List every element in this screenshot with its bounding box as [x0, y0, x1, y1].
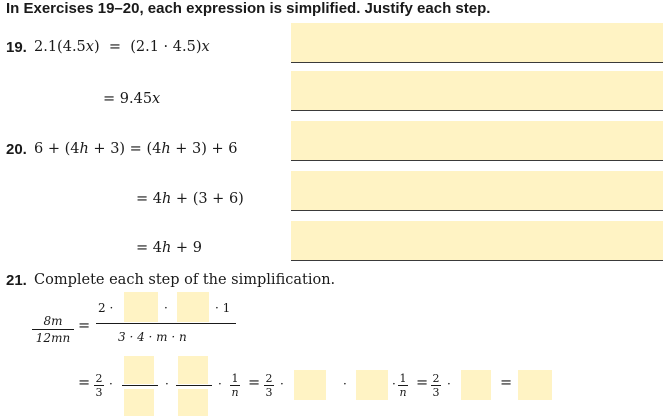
dot-7: · — [447, 377, 451, 391]
answer-box-19-step2[interactable] — [291, 71, 663, 111]
blank-box-5[interactable] — [461, 370, 491, 400]
big-fraction-bar — [96, 323, 236, 324]
big-fraction-top-dot: · — [164, 301, 168, 315]
answer-box-19-step1[interactable] — [291, 23, 663, 63]
blank-box-num-2[interactable] — [178, 356, 208, 384]
dot-1: · — [109, 377, 113, 391]
exercise-21-number: 21. — [6, 272, 27, 289]
blank-box-3[interactable] — [294, 370, 326, 400]
exercise-19-line1: 2.1(4.5x) = (2.1 · 4.5)x — [34, 39, 210, 55]
blank-box-top-2[interactable] — [177, 292, 209, 322]
fraction-8m-over-12mn — [32, 314, 74, 345]
dot-5: · — [343, 377, 347, 391]
instructions-heading: In Exercises 19–20, each expression is simplified. Justify each step. — [6, 0, 491, 17]
exercise-20-line1: 6 + (4h + 3) = (4h + 3) + 6 — [34, 141, 238, 157]
answer-box-20-step3[interactable] — [291, 221, 663, 261]
dot-4: · — [280, 377, 284, 391]
exercise-20-number: 20. — [6, 141, 27, 158]
big-fraction-top-two: 2 · — [98, 301, 114, 315]
exercise-20-line2: = 4h + (3 + 6) — [136, 191, 244, 207]
fraction-one-over-n-1: 1 n — [231, 372, 239, 399]
big-fraction-bottom: 3 · 4 · m · n — [118, 330, 187, 344]
blank-box-num-1[interactable] — [124, 356, 154, 384]
fraction-one-over-n-2: 1 n — [399, 372, 407, 399]
fraction-two-thirds-2: 2 3 — [265, 372, 273, 399]
blank-fraction-bar-1 — [122, 385, 158, 386]
blank-box-4[interactable] — [356, 370, 388, 400]
exercise-19-line2: = 9.45x — [103, 91, 161, 107]
answer-box-20-step2[interactable] — [291, 171, 663, 211]
exercise-20-line3: = 4h + 9 — [136, 240, 202, 256]
equals-sign-1: = — [78, 318, 91, 334]
exercise-21-prompt: Complete each step of the simplification. — [34, 272, 336, 288]
equals-sign-4: = — [416, 375, 429, 391]
fraction-two-thirds-1: 2 3 — [95, 372, 103, 399]
fraction-denominator: 12mn — [35, 331, 71, 345]
fraction-numerator: 8m — [43, 314, 63, 328]
big-fraction-top-one: · 1 — [215, 301, 231, 315]
dot-2: · — [165, 377, 169, 391]
exercise-19-number: 19. — [6, 39, 27, 56]
equals-sign-5: = — [500, 375, 513, 391]
blank-box-top-1[interactable] — [124, 292, 158, 322]
blank-box-den-1[interactable] — [124, 389, 154, 416]
answer-box-20-step1[interactable] — [291, 121, 663, 161]
equals-sign-3: = — [248, 375, 261, 391]
blank-fraction-bar-2 — [176, 385, 212, 386]
dot-6: · — [392, 377, 396, 391]
blank-box-den-2[interactable] — [178, 389, 208, 416]
dot-3: · — [218, 377, 222, 391]
fraction-two-thirds-3: 2 3 — [432, 372, 440, 399]
blank-box-final[interactable] — [518, 370, 552, 400]
equals-sign-2: = — [78, 375, 91, 391]
